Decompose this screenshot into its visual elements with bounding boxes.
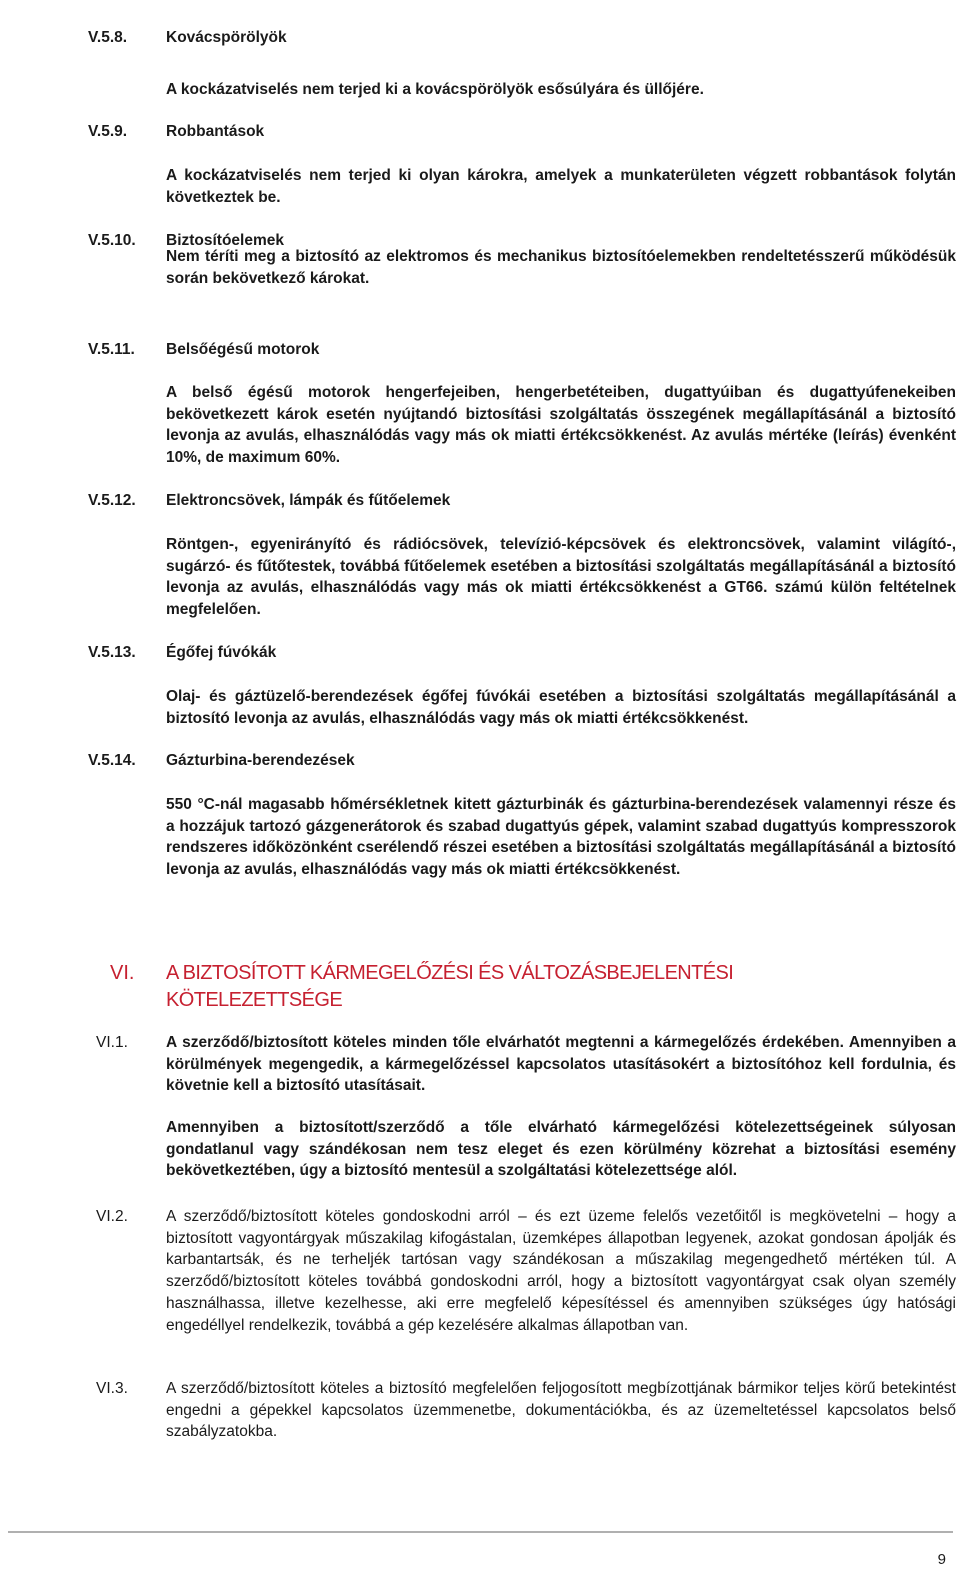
section-number: V.5.13. bbox=[88, 644, 136, 661]
section-paragraph: Olaj- és gáztüzelő-berendezések égőfej fúvókái esetében a biztosítási szolgáltatás megállapításánál a biztosító levonja az avulás, elhasználódás vagy más ok miatti értékcsökkenést. bbox=[166, 688, 956, 727]
chapter-title: A BIZTOSÍTOTT KÁRMEGELŐZÉSI ÉS VÁLTOZÁSBEJELENTÉSI KÖTELEZETTSÉGE bbox=[166, 962, 734, 1011]
section-paragraph: A belső égésű motorok hengerfejeiben, hengerbetéteiben, dugattyúiban és dugattyúfenekeiben bekövetkezett károk esetén nyújtandó biztosítási szolgáltatás összegének megállapításánál a biztosító levonja az avulás, elhasználódás vagy más ok miatti értékcsökkenést. Az avulás mértéke (leírás) évenként 10%, de maximum 60%. bbox=[166, 384, 956, 467]
item-paragraph: A szerződő/biztosított köteles a biztosító megfelelően feljogosított megbízottjának bármikor teljes körű betekintést engedni a gépekkel kapcsolatos üzemmenetbe, dokumentációkba, és az üzemeltetéssel kapcsolatos belső szabályzatokba. bbox=[166, 1380, 956, 1441]
item-number: VI.1. bbox=[96, 1034, 128, 1051]
section-paragraph: 550 °C-nál magasabb hőmérsékletnek kitett gázturbinák és gázturbina-berendezések valamennyi része és a hozzájuk tartozó gázgenerátorok és szabad dugattyús gépek, valamint szabad dugattyús kompresszorok rendszeres időközönként cserélendő részei esetében a biztosítási szolgáltatás megállapításánál a biztosító levonja az avulás, elhasználódás vagy más ok miatti értékcsökkenést. bbox=[166, 796, 956, 879]
section-heading: Elektroncsövek, lámpák és fűtőelemek bbox=[166, 492, 451, 509]
item-paragraph: Amennyiben a biztosított/szerződő a tőle elvárható kármegelőzési kötelezettségeinek súlyosan gondatlanul vagy szándékosan nem tesz eleget és ezen körülmény közrehat a biztosítási esemény bekövetkeztében, úgy a biztosító mentesül a szolgáltatási kötelezettsége alól. bbox=[166, 1119, 956, 1180]
item-number: VI.3. bbox=[96, 1380, 128, 1397]
section-heading: Gázturbina-berendezések bbox=[166, 752, 355, 769]
item-paragraph: A szerződő/biztosított köteles gondoskodni arról – és ezt üzeme felelős vezetőitől is megkövetelni – hogy a biztosított vagyontárgyak műszakilag kifogástalan, üzemképes állapotban legyenek, azokat gondosan ápolják és karbantartsák, és ne terheljék tartósan vagy szándékosan a műszakilag megengedhető mértéken túl. A szerződő/biztosított köteles továbbá gondoskodni arról, hogy a biztosított vagyontárgyat csak olyan személy használhassa, illetve kezelhesse, aki erre megfelelő képesítéssel és amennyiben szükséges úgy hatósági engedéllyel rendelkezik, továbbá a gép kezelésére alkalmas állapotban van. bbox=[166, 1208, 956, 1334]
item-number: VI.2. bbox=[96, 1208, 128, 1225]
section-heading: Kovácspörölyök bbox=[166, 29, 287, 46]
section-number: V.5.14. bbox=[88, 752, 136, 769]
section-paragraph: Röntgen-, egyenirányító és rádiócsövek, televízió-képcsövek és elektroncsövek, valamint világító-, sugárzó- és fűtőtestek, továbbá fűtőelemek esetében a biztosítási szolgáltatás megállapításánál a biztosító levonja az avulás, elhasználódás vagy más ok miatti értékcsökkenést a GT66. számú külön feltételnek megfelelően. bbox=[166, 536, 956, 619]
section-number: V.5.9. bbox=[88, 123, 128, 140]
footer-divider bbox=[8, 1531, 953, 1533]
section-paragraph: A kockázatviselés nem terjed ki olyan károkra, amelyek a munkaterületen végzett robbantások folytán következtek be. bbox=[166, 167, 956, 206]
section-paragraph: A kockázatviselés nem terjed ki a kovácspörölyök esősúlyára és üllőjére. bbox=[166, 81, 704, 98]
section-paragraph: Nem téríti meg a biztosító az elektromos és mechanikus biztosítóelemekben rendeltetésszerű működésük során bekövetkező károkat. bbox=[166, 248, 956, 287]
item-paragraph: A szerződő/biztosított köteles minden tőle elvárhatót megtenni a kármegelőzés érdekében. Amennyiben a körülmények megengedik, a kármegelőzéssel kapcsolatos utasításokért a biztosítóhoz kell fordulnia, és követnie kell a biztosító utasításait. bbox=[166, 1034, 956, 1095]
section-number: V.5.11. bbox=[88, 341, 135, 358]
section-number: V.5.10. bbox=[88, 232, 136, 249]
section-heading: Robbantások bbox=[166, 123, 265, 140]
section-heading: Belsőégésű motorok bbox=[166, 341, 320, 358]
section-number: V.5.8. bbox=[88, 29, 128, 46]
section-heading: Égőfej fúvókák bbox=[166, 644, 277, 661]
section-heading: Biztosítóelemek bbox=[166, 232, 285, 249]
page-number: 9 bbox=[937, 1551, 946, 1568]
chapter-number: VI. bbox=[110, 962, 135, 984]
section-number: V.5.12. bbox=[88, 492, 136, 509]
